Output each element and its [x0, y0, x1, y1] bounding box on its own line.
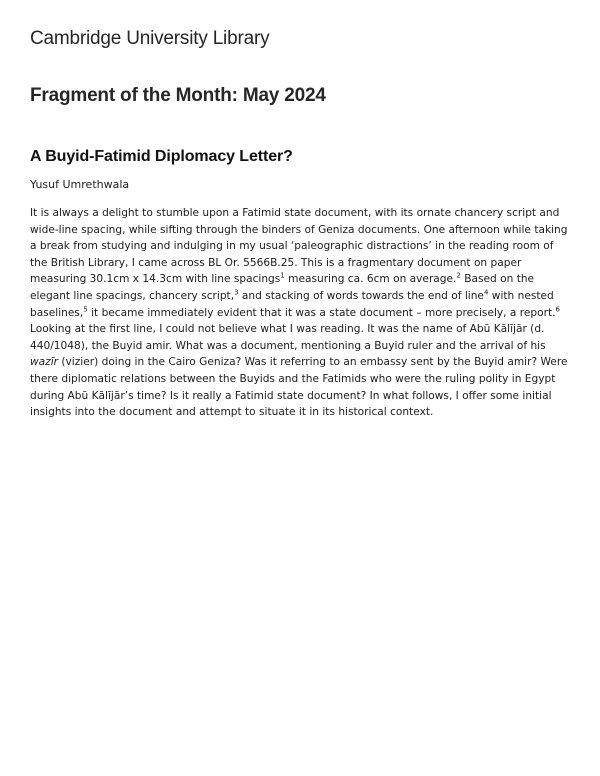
- footnote-marker: 3: [234, 288, 239, 297]
- footnote-marker: 2: [456, 271, 461, 280]
- institution-name: Cambridge University Library: [30, 28, 270, 49]
- italic-term: wazīr: [30, 356, 59, 369]
- body-text-segment: and stacking of words towards the end of line: [238, 289, 484, 302]
- body-text-segment: Based on the elegant line spacings, chancery script,: [30, 273, 535, 302]
- article-body-paragraph: [30, 205, 572, 421]
- footnote-marker: 1: [280, 271, 285, 280]
- body-text-segment: Looking at the first line, I could not believe what I was reading. It was the name of Abū Kālījār (d. 440/1048), the Buyid amir. What was a document, mentioning a Buyid ruler and the arrival of his: [30, 323, 546, 352]
- article-title: A Buyid-Fatimid Diplomacy Letter?: [30, 148, 293, 165]
- body-text-segment: measuring ca. 6cm on average.: [284, 273, 457, 286]
- series-title: Fragment of the Month: May 2024: [30, 85, 326, 106]
- body-text-segment: it became immediately evident that it was a state document – more precisely, a report.: [87, 306, 556, 319]
- footnote-marker: 5: [83, 305, 88, 314]
- body-text-segment: It is always a delight to stumble upon a Fatimid state document, with its ornate chancery script and wide-line spacing, while sifting through the binders of Geniza documents. One afternoon while taking a break from studying and indulging in my usual ‘paleographic distractions’ in the reading room of the British Library, I came across BL Or. 5566B.25. This is a fragmentary document on paper measuring 30.1cm x 14.3cm with line spacings: [30, 207, 568, 286]
- article-author: Yusuf Umrethwala: [30, 178, 130, 191]
- body-text-segment: (vizier) doing in the Cairo Geniza? Was it referring to an embassy sent by the Buyid amir? Were there diplomatic relations between the Buyids and the Fatimids who were the ruling polity in Egypt during Abū Kālījār’s time? Is it really a Fatimid state document? In what follows, I offer some initial insights into the document and attempt to situate it in its historical context.: [30, 356, 568, 419]
- footnote-marker: 4: [483, 288, 489, 297]
- footnote-marker: 6: [555, 305, 560, 314]
- body-text-segment: with nested baselines,: [30, 289, 554, 319]
